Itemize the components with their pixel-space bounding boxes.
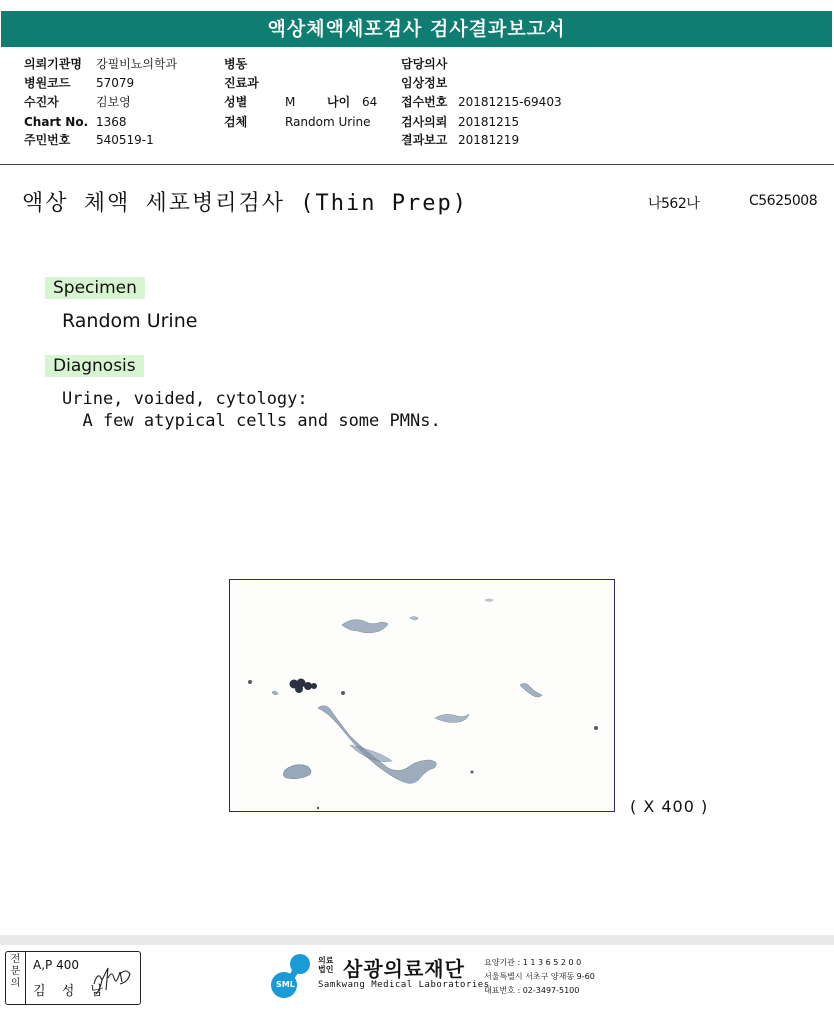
org-info-phone: 대표번호 : 02-3497-5100: [484, 986, 580, 995]
ap-code: A,P 400: [33, 958, 79, 972]
org-prefix-top: 의료: [318, 956, 334, 965]
specialist-label-text: 전문의: [10, 954, 21, 989]
report-title: 액상체액세포검사 검사결과보고서: [1, 11, 832, 47]
info-row-report-date: 결과보고 20181219: [401, 133, 520, 147]
info-row-id-number: 주민번호 540519-1: [24, 133, 154, 147]
cytology-micrograph: [230, 580, 614, 811]
microscopy-image: [229, 579, 615, 812]
pathologist-name: 김 성 남: [33, 984, 109, 999]
sml-logo: [270, 952, 316, 1004]
diagnosis-line-2: A few atypical cells and some PMNs.: [62, 411, 441, 431]
org-info-address: 서울특별시 서초구 양재동 9-60: [484, 972, 595, 981]
org-name: 삼광의료재단: [343, 957, 465, 981]
info-row-hospital-code: 병원코드 57079: [24, 76, 135, 90]
specimen-value: Random Urine: [62, 310, 198, 332]
info-row-request-date: 검사의뢰 20181215: [401, 115, 520, 129]
signature-scribble: [90, 962, 134, 998]
code-right: C5625008: [749, 193, 818, 209]
info-row-chart-no: Chart No. 1368: [24, 115, 127, 129]
info-row-institution: 의뢰기관명 강필비뇨의학과: [24, 57, 178, 71]
info-row-doctor: 담당의사: [401, 57, 448, 71]
info-row-sex-age: 성별 M 나이 64: [224, 95, 378, 109]
diagnosis-label: Diagnosis: [45, 355, 144, 377]
info-row-department: 진료과: [224, 76, 259, 90]
document-title: 액상 체액 세포병리검사 (Thin Prep): [22, 191, 468, 216]
sml-logo-icon: [270, 952, 316, 1000]
info-row-specimen: 검체 Random Urine: [224, 115, 371, 129]
specimen-label: Specimen: [45, 277, 145, 299]
diagnosis-line-1: Urine, voided, cytology:: [62, 389, 308, 409]
info-row-receipt-no: 접수번호 20181215-69403: [401, 95, 562, 109]
signature-box: [5, 951, 141, 1005]
specialist-label: [6, 952, 26, 1004]
footer-band: [0, 935, 834, 945]
code-left: 나562나: [648, 196, 700, 212]
org-prefix: [318, 956, 333, 974]
info-row-clinical-info: 임상정보: [401, 76, 448, 90]
magnification-label: ( X 400 ): [630, 797, 709, 816]
org-info-code: 요양기관 : 1 1 3 6 5 2 0 0: [484, 958, 582, 967]
org-prefix-bottom: 법인: [318, 965, 334, 974]
info-row-patient: 수진자 김보영: [24, 95, 131, 109]
info-row-ward: 병동: [224, 57, 248, 71]
org-english-name: Samkwang Medical Laboratories: [318, 980, 490, 990]
header-divider: [0, 164, 834, 165]
logo-text: SML: [276, 980, 295, 989]
